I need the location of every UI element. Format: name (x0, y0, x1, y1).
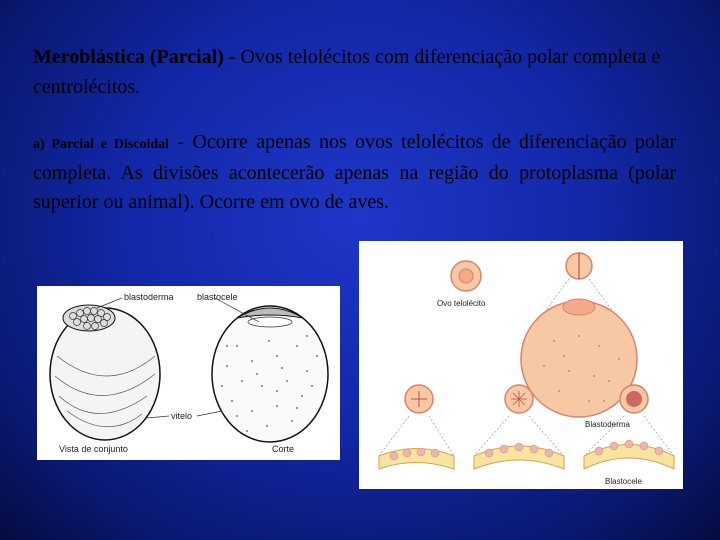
blastoderm-strip-1 (379, 449, 454, 470)
cleavage-stages-illustration (359, 241, 683, 489)
small-egg-nucleus (459, 269, 473, 283)
stage-8-cleavage (511, 391, 527, 407)
germinal-disc (563, 299, 595, 315)
subsection-text: - Ocorre apenas nos ovos telolécitos de diferenciação polar completa. As divisões acontecerão apenas na região do protoplasma (polar superior ou animal). Ocorre em ovo de aves. (33, 131, 676, 213)
subsection-term: a) Parcial e Discoidal (33, 137, 170, 152)
egg-overview-figure (37, 286, 340, 460)
label-blastocele-right: Blastocele (605, 477, 642, 486)
label-ovo-telolecito: Ovo telolécito (437, 299, 486, 308)
stage-morula-disc (626, 391, 642, 407)
blastoderm-cap (63, 305, 115, 331)
label-vitelo: vitelo (171, 411, 193, 421)
heading-paragraph (33, 42, 676, 102)
cleavage-stages-figure (359, 241, 683, 489)
section-blastocele (248, 317, 292, 327)
label-vista-de-conjunto: Vista de conjunto (59, 444, 128, 454)
subsection-paragraph (33, 128, 676, 217)
label-corte: Corte (272, 444, 295, 454)
label-blastocele: blastocele (197, 292, 238, 302)
heading-text: - Ovos telolécitos com diferenciação polar completa e centrolécitos. (33, 46, 661, 98)
egg-overview-illustration (37, 286, 340, 460)
label-blastoderma: blastoderma (124, 292, 174, 302)
label-blastoderma-right: Blastoderma (585, 420, 630, 429)
heading-term: Meroblástica (Parcial) (33, 46, 224, 68)
